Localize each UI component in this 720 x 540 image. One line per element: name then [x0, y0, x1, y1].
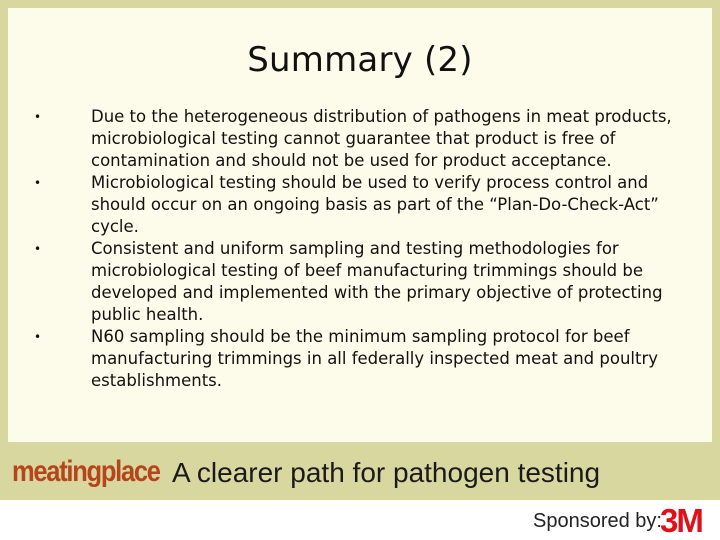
bullet-item [34, 238, 686, 326]
3m-logo: 3M [660, 502, 702, 539]
bullet-marker: • [34, 330, 42, 344]
bullet-marker: • [34, 110, 42, 124]
bullet-list [34, 106, 686, 392]
bullet-text: Microbiological testing should be used to verify process control and should occur on an ongoing basis as part of the “Plan-Do-Check-Act” cycle. [91, 173, 659, 236]
meatingplace-logo: meatingplace [12, 455, 160, 488]
bullet-text: Due to the heterogeneous distribution of pathogens in meat products, microbiological testing cannot guarantee that product is free of contamination and should not be used for product acceptance. [91, 107, 672, 170]
bullet-item [34, 172, 686, 238]
bullet-marker: • [34, 176, 42, 190]
bullet-text: N60 sampling should be the minimum sampling protocol for beef manufacturing trimmings in all federally inspected meat and poultry establishments. [91, 327, 659, 390]
bullet-item [34, 326, 686, 392]
bullet-text: Consistent and uniform sampling and testing methodologies for microbiological testing of beef manufacturing trimmings should be developed and implemented with the primary objective of protecting public health. [91, 239, 663, 324]
bullet-marker: • [34, 242, 42, 256]
bullet-item [34, 106, 686, 172]
banner-tagline: A clearer path for pathogen testing [172, 457, 601, 488]
slide-title: Summary (2) [247, 40, 473, 80]
sponsored-by-label: Sponsored by: [533, 510, 662, 532]
